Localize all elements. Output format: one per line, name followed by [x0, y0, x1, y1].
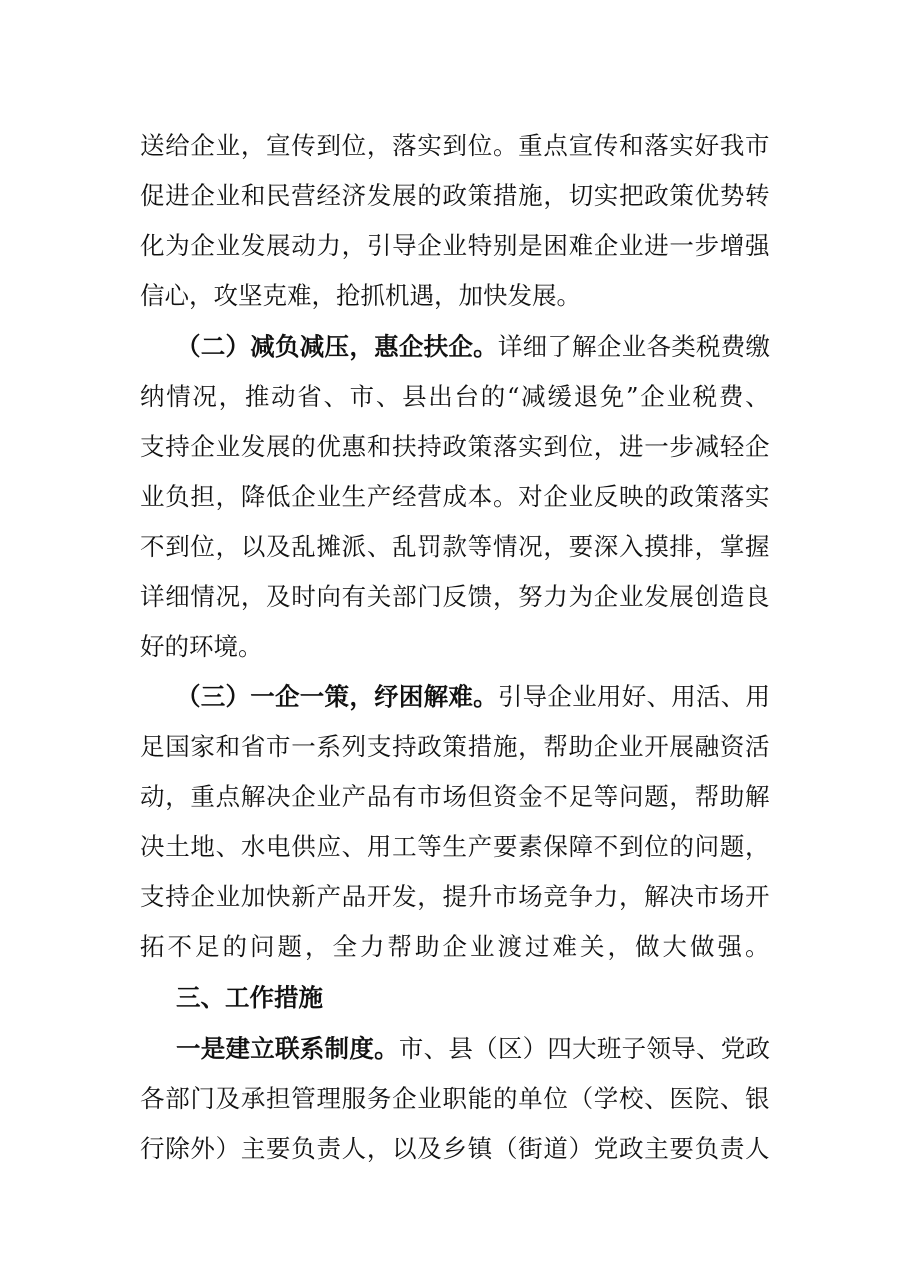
paragraph-line: 不到位，以及乱摊派、乱罚款等情况，要深入摸排，掌握: [140, 532, 771, 561]
subsection-heading: （三）一企一策，纾困解难。: [176, 682, 498, 711]
paragraph-line: 详细情况，及时向有关部门反馈，努力为企业发展创造良: [140, 582, 771, 611]
paragraph-text: 引导企业用好、用活、用: [497, 682, 771, 711]
paragraph-line: 拓不足的问题，全力帮助企业渡过难关，做大做强。: [140, 932, 773, 961]
section-heading: 三、工作措施: [176, 983, 323, 1012]
paragraph-line: 足国家和省市一系列支持政策措施，帮助企业开展融资活: [140, 732, 771, 761]
paragraph-line: 业负担，降低企业生产经营成本。对企业反映的政策落实: [140, 482, 771, 511]
paragraph-line: 支持企业发展的优惠和扶持政策落实到位，进一步减轻企: [140, 432, 771, 461]
paragraph-first-line: [176, 1032, 770, 1066]
paragraph-line: 送给企业，宣传到位，落实到位。重点宣传和落实好我市: [140, 131, 771, 160]
paragraph-line: 决土地、水电供应、用工等生产要素保障不到位的问题，: [140, 832, 771, 861]
paragraph-line: 行除外）主要负责人，以及乡镇（街道）党政主要负责人: [140, 1134, 771, 1163]
paragraph-line: 动，重点解决企业产品有市场但资金不足等问题，帮助解: [140, 782, 771, 811]
paragraph-text: 详细了解企业各类税费缴: [497, 332, 771, 361]
measure-heading: 一是建立联系制度。: [176, 1034, 399, 1063]
paragraph-line: 支持企业加快新产品开发，提升市场竞争力，解决市场开: [140, 882, 771, 911]
paragraph-text: 市、县（区）四大班子领导、党政: [398, 1034, 771, 1063]
paragraph-line: 化为企业发展动力，引导企业特别是困难企业进一步增强: [140, 231, 771, 260]
paragraph-line: 促进企业和民营经济发展的政策措施，切实把政策优势转: [140, 181, 771, 210]
paragraph-line: 好的环境。: [140, 632, 263, 661]
subsection-heading: （二）减负减压，惠企扶企。: [176, 332, 498, 361]
paragraph-first-line: [176, 330, 770, 364]
paragraph-line: 信心，攻坚克难，抢抓机遇，加快发展。: [140, 281, 581, 310]
paragraph-first-line: [176, 680, 770, 714]
paragraph-line: 各部门及承担管理服务企业职能的单位（学校、医院、银: [140, 1084, 771, 1113]
paragraph-line: 纳情况，推动省、市、县出台的“减缓退免”企业税费、: [140, 382, 772, 411]
